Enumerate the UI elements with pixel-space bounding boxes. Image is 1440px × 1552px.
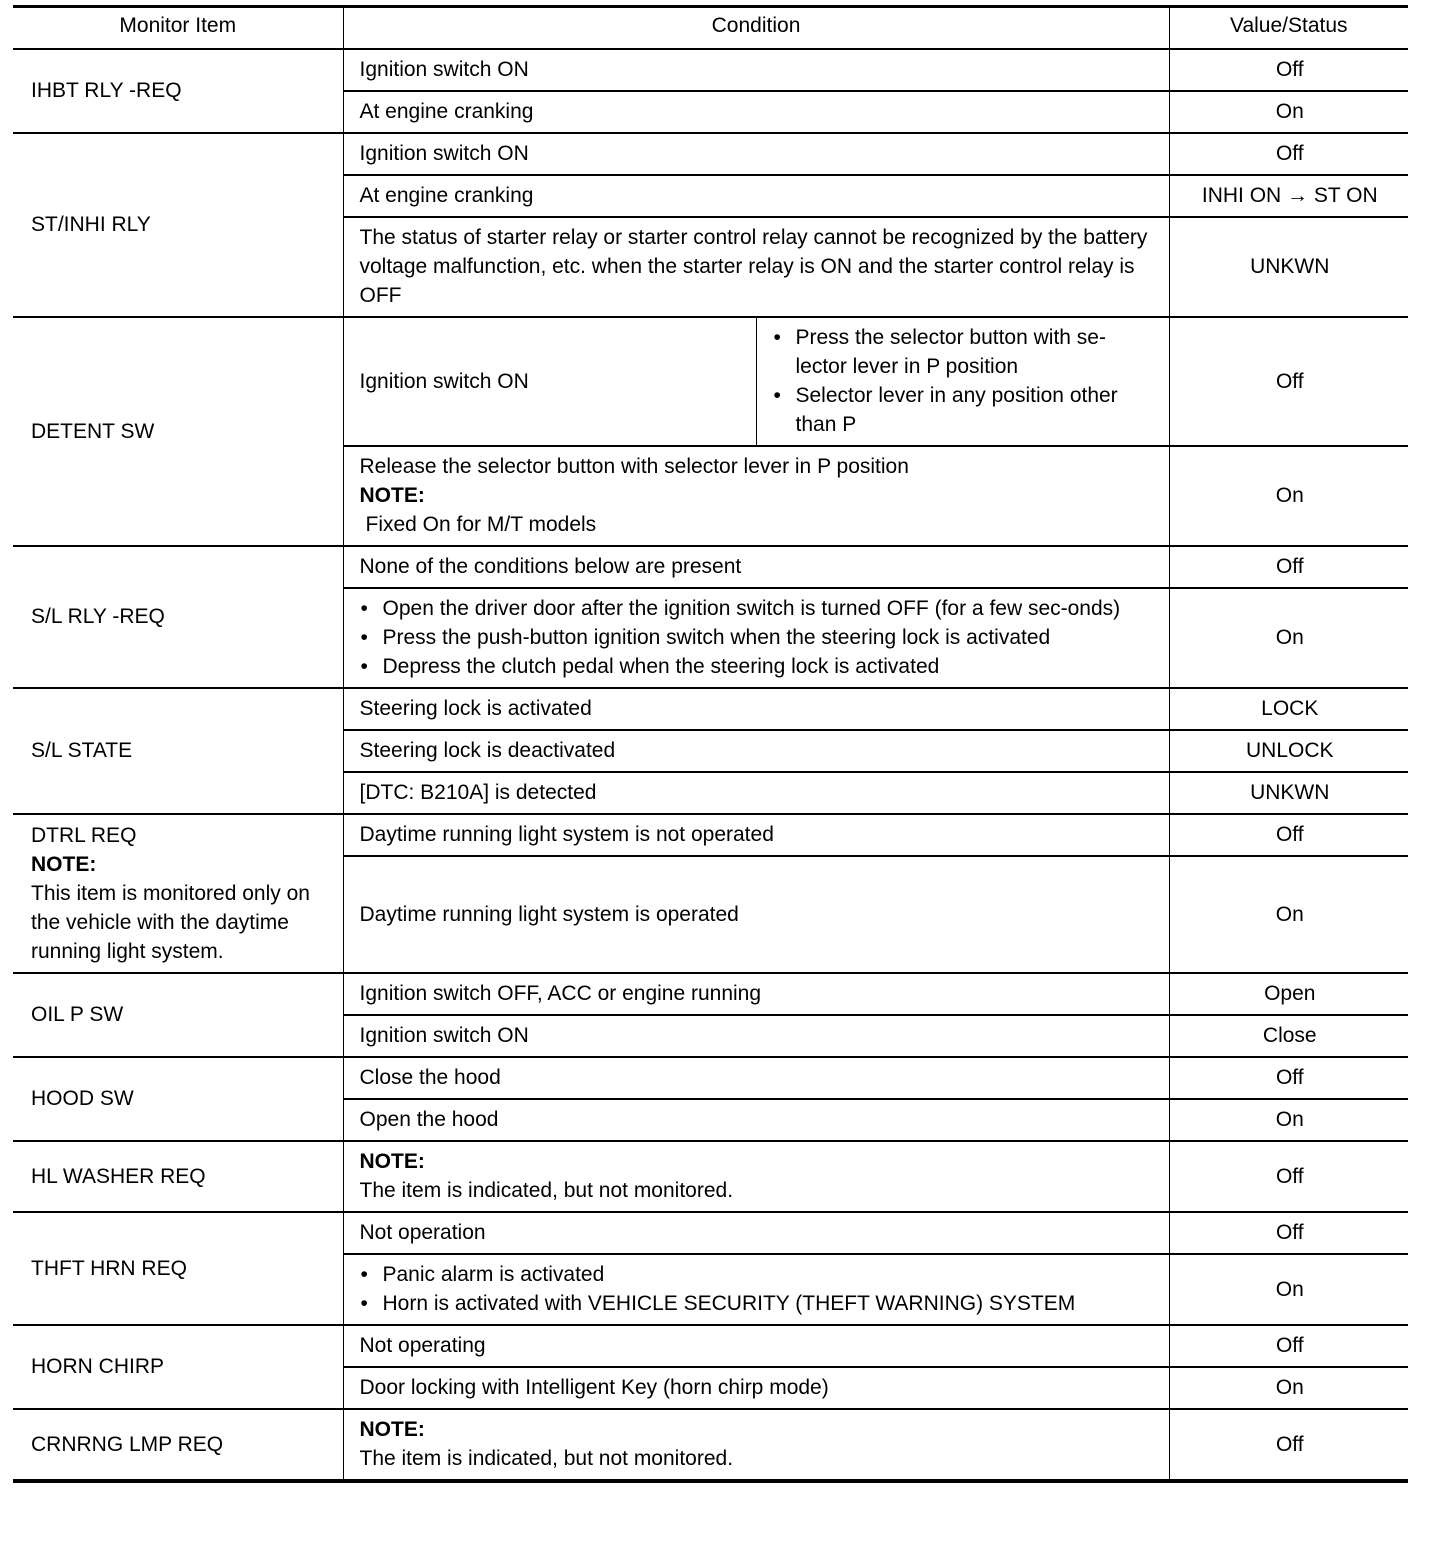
monitor-item: IHBT RLY -REQ	[13, 49, 343, 133]
value-cell: On	[1169, 856, 1408, 973]
condition-cell	[343, 1254, 1169, 1325]
condition-cell: Open the hood	[343, 1099, 1169, 1141]
value-cell: On	[1169, 446, 1408, 546]
value-cell: Open	[1169, 973, 1408, 1015]
bullet-item: • Panic alarm is activated	[360, 1260, 1155, 1289]
value-cell: Off	[1169, 1141, 1408, 1212]
condition-cell: Ignition switch ON	[343, 1015, 1169, 1057]
monitor-item: ST/INHI RLY	[13, 133, 343, 317]
value-cell: LOCK	[1169, 688, 1408, 730]
condition-cell: Daytime running light system is not operated	[343, 814, 1169, 856]
monitor-item: DETENT SW	[13, 317, 343, 546]
table-row	[13, 973, 1408, 1015]
bullet-item: • Horn is activated with VEHICLE SECURITY (THEFT WARNING) SYSTEM	[360, 1289, 1155, 1318]
value-cell: Close	[1169, 1015, 1408, 1057]
note-label: NOTE:	[359, 484, 425, 507]
value-cell: Off	[1169, 133, 1408, 175]
condition-cell: Not operating	[343, 1325, 1169, 1367]
monitor-item: THFT HRN REQ	[13, 1212, 343, 1325]
monitor-item-label: DTRL REQ	[31, 823, 137, 847]
table-row	[13, 1409, 1408, 1481]
bullet-item: • Depress the clutch pedal when the steering lock is activated	[360, 652, 1155, 681]
sub-condition-cell	[756, 317, 1169, 446]
monitor-item: OIL P SW	[13, 973, 343, 1057]
monitor-table	[13, 5, 1408, 1483]
monitor-item	[13, 814, 343, 973]
condition-cell: The status of starter relay or starter control relay cannot be recognized by the battery voltage malfunction, etc. when the starter relay is ON and the starter control relay is OFF	[343, 217, 1169, 317]
value-cell: Off	[1169, 546, 1408, 588]
condition-cell	[343, 1409, 1169, 1481]
table-row	[13, 1141, 1408, 1212]
condition-cell: Ignition switch ON	[343, 317, 756, 446]
bullet-list	[360, 1260, 1155, 1318]
note-text: Fixed On for M/T models	[365, 513, 597, 536]
condition-cell: Ignition switch OFF, ACC or engine running	[343, 973, 1169, 1015]
note-label: NOTE:	[31, 852, 97, 876]
value-cell: UNKWN	[1169, 772, 1408, 814]
table-row	[13, 688, 1408, 730]
condition-cell: Ignition switch ON	[343, 49, 1169, 91]
header-monitor-item: Monitor Item	[119, 14, 237, 37]
condition-cell: [DTC: B210A] is detected	[343, 772, 1169, 814]
note-text: This item is monitored only on the vehicle with the daytime running light system.	[31, 881, 310, 963]
bullet-item: • Press the push-button ignition switch when the steering lock is activated	[360, 623, 1155, 652]
condition-cell: Not operation	[343, 1212, 1169, 1254]
condition-cell	[343, 446, 1169, 546]
table-row	[13, 1325, 1408, 1367]
table-row	[13, 49, 1408, 91]
value-cell: INHI ON → ST ON	[1169, 175, 1408, 217]
value-cell: Off	[1169, 1212, 1408, 1254]
table-row	[13, 1057, 1408, 1099]
value-cell: On	[1169, 91, 1408, 133]
table-row	[13, 317, 1408, 446]
table-row	[13, 1212, 1408, 1254]
bullet-item: • Open the driver door after the ignition switch is turned OFF (for a few sec-onds)	[360, 594, 1155, 623]
value-cell: Off	[1169, 317, 1408, 446]
value-cell: Off	[1169, 49, 1408, 91]
condition-cell: Steering lock is activated	[343, 688, 1169, 730]
value-cell: On	[1169, 588, 1408, 688]
condition-cell: At engine cranking	[343, 91, 1169, 133]
table-row	[13, 814, 1408, 856]
value-cell: Off	[1169, 1057, 1408, 1099]
value-cell: Off	[1169, 1409, 1408, 1481]
header-condition: Condition	[343, 7, 1169, 50]
condition-cell: At engine cranking	[343, 175, 1169, 217]
monitor-item: S/L RLY -REQ	[13, 546, 343, 688]
note-label: NOTE:	[359, 1150, 425, 1173]
value-cell: On	[1169, 1367, 1408, 1409]
note-text: The item is indicated, but not monitored.	[359, 1447, 734, 1470]
note-label: NOTE:	[359, 1418, 425, 1441]
table-header-row	[13, 7, 1408, 50]
bullet-list	[360, 594, 1155, 681]
condition-cell	[343, 1141, 1169, 1212]
value-cell: UNLOCK	[1169, 730, 1408, 772]
bullet-list	[773, 323, 1155, 439]
table-row	[13, 546, 1408, 588]
note-text: The item is indicated, but not monitored.	[359, 1179, 734, 1202]
monitor-item: HOOD SW	[13, 1057, 343, 1141]
value-cell: Off	[1169, 1325, 1408, 1367]
monitor-item: CRNRNG LMP REQ	[13, 1409, 343, 1481]
bullet-item: • Press the selector button with se-lector lever in P position	[773, 323, 1155, 381]
bullet-item: • Selector lever in any position other than P	[773, 381, 1155, 439]
monitor-item: HL WASHER REQ	[13, 1141, 343, 1212]
table-row	[13, 133, 1408, 175]
header-value-status: Value/Status	[1169, 7, 1408, 50]
value-cell: On	[1169, 1254, 1408, 1325]
value-cell: UNKWN	[1169, 217, 1408, 317]
condition-cell: Ignition switch ON	[343, 133, 1169, 175]
value-cell: Off	[1169, 814, 1408, 856]
condition-cell: Close the hood	[343, 1057, 1169, 1099]
condition-cell: None of the conditions below are present	[343, 546, 1169, 588]
monitor-item: HORN CHIRP	[13, 1325, 343, 1409]
monitor-item: S/L STATE	[13, 688, 343, 814]
condition-cell	[343, 588, 1169, 688]
condition-text: Release the selector button with selector lever in P position	[359, 455, 909, 478]
condition-cell: Steering lock is deactivated	[343, 730, 1169, 772]
value-cell: On	[1169, 1099, 1408, 1141]
condition-cell: Door locking with Intelligent Key (horn chirp mode)	[343, 1367, 1169, 1409]
condition-cell: Daytime running light system is operated	[343, 856, 1169, 973]
